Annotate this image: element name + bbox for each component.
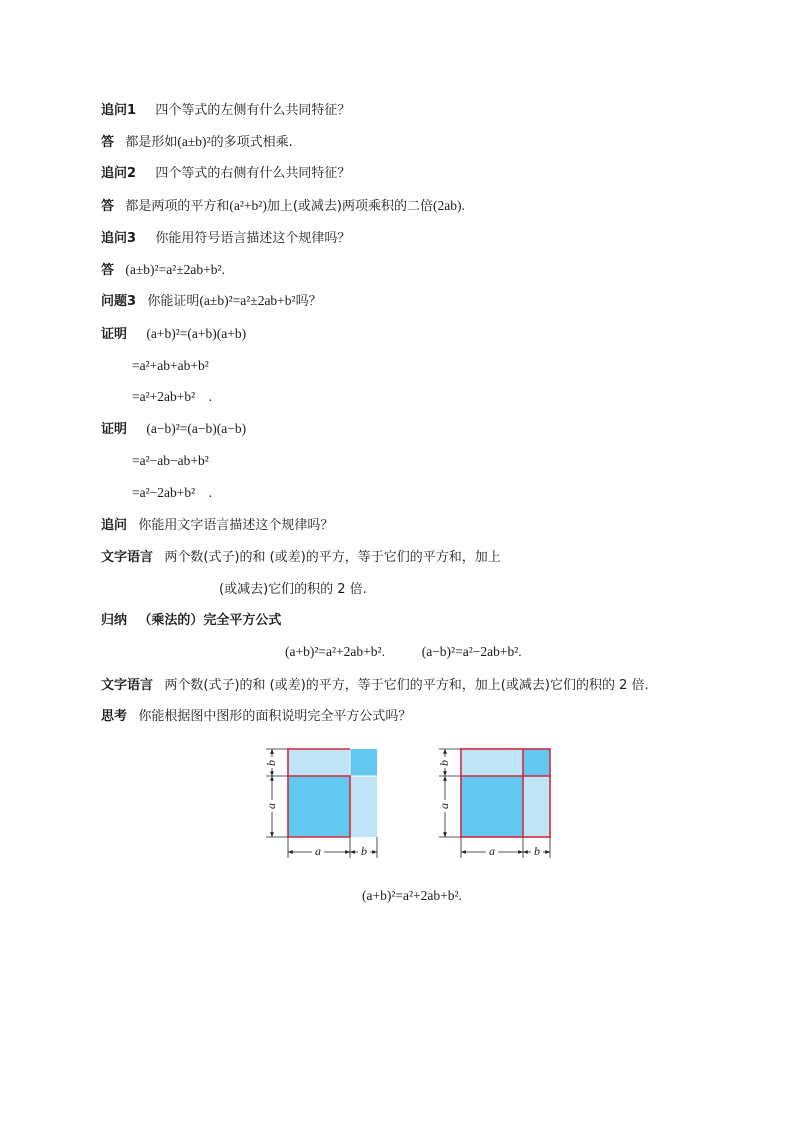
label: 追问3: [101, 231, 137, 246]
proof-2-line-3: [132, 484, 212, 502]
text: 吗？: [295, 294, 322, 309]
square-a-a: [461, 776, 523, 837]
proof-2-line-2: [132, 452, 209, 470]
text: 两个数(式子)的和 (或差)的平方，等于它们的平方和，加上: [164, 550, 501, 565]
label: 追问: [101, 518, 128, 533]
verbal-statement-2: [101, 676, 649, 695]
label-a-vertical: a: [263, 803, 278, 809]
verbal-statement-1: [101, 548, 501, 567]
question-text: 四个等式的左侧有什么共同特征？: [155, 103, 351, 118]
formula: =a²−2ab+b² .: [132, 485, 213, 500]
proof-1-line-1: [101, 325, 246, 344]
label: 追问1: [101, 103, 137, 118]
text: 都是形如: [125, 135, 178, 150]
formula: (a±b)²: [177, 134, 211, 149]
formula: (a−b)²=(a−b)(a−b): [146, 421, 247, 436]
question-text: 四个等式的右侧有什么共同特征？: [155, 166, 351, 181]
proof-1-line-3: [132, 388, 212, 406]
summary-formulas: [285, 643, 522, 661]
text: 两个数(式子)的和 (或差)的平方，等于它们的平方和，加上(或减去)它们的积的 2 倍.: [164, 678, 649, 693]
formula: =a²+2ab+b² .: [132, 389, 213, 404]
question-text: 你能用文字语言描述这个规律吗？: [138, 518, 334, 533]
proof-2-line-1: [101, 420, 246, 439]
question-line-4: [101, 516, 333, 535]
label: 证明: [101, 422, 128, 437]
formula: (a+b)²=(a+b)(a+b): [146, 326, 247, 341]
summary-heading: [101, 611, 281, 630]
rect-a-b-top: [461, 749, 523, 776]
label-b-vertical: b: [436, 760, 451, 766]
label: 答: [101, 199, 115, 214]
formula: (a±b)²=a²±2ab+b²: [199, 293, 296, 308]
formula-sum: (a+b)²=a²+2ab+b².: [285, 644, 385, 659]
label: 文字语言: [101, 678, 154, 693]
square-b-b: [350, 749, 377, 776]
formula: =a²−ab−ab+b²: [132, 453, 209, 468]
formula: (a±b)²=a²±2ab+b².: [125, 262, 225, 277]
label: 答: [101, 263, 115, 278]
rect-b-a-right: [350, 776, 377, 837]
label-a-horizontal: a: [489, 843, 495, 858]
summary-text: （乘法的）完全平方公式: [138, 613, 282, 628]
text: 你能证明: [147, 294, 200, 309]
label-a-horizontal: a: [315, 843, 321, 858]
square-b-b: [523, 749, 550, 776]
square-a-a: [288, 776, 350, 837]
question-line-3: [101, 229, 350, 248]
verbal-statement-1-cont: [219, 580, 367, 599]
formula: (2ab).: [433, 198, 465, 213]
question-line-2: [101, 164, 350, 183]
label: 思考: [101, 709, 128, 724]
answer-line-2: [101, 197, 465, 216]
formula: (a²+b²): [229, 198, 267, 213]
label-b-vertical: b: [263, 760, 278, 766]
label-a-vertical: a: [436, 803, 451, 809]
answer-line-3: [101, 261, 225, 280]
problem-line-3: [101, 292, 322, 311]
text: 的多项式相乘.: [210, 135, 293, 150]
figure-right: [437, 749, 550, 858]
proof-1-line-2: [132, 357, 209, 375]
caption-formula: (a+b)²=a²+2ab+b².: [362, 888, 462, 903]
figure-area-diagrams: [0, 740, 794, 880]
label: 问题3: [101, 294, 137, 309]
label: 归纳: [101, 613, 128, 628]
rect-b-a-right: [523, 776, 550, 837]
label: 追问2: [101, 166, 137, 181]
formula-diff: (a−b)²=a²−2ab+b².: [421, 644, 522, 659]
label: 证明: [101, 327, 128, 342]
answer-line-1: [101, 133, 293, 152]
question-text: 你能用符号语言描述这个规律吗？: [155, 231, 351, 246]
figure-caption: [362, 887, 462, 905]
text: (或减去)它们的积的 2 倍.: [219, 582, 367, 597]
label: 文字语言: [101, 550, 154, 565]
figure-left: [264, 749, 377, 858]
label-b-horizontal: b: [361, 843, 367, 858]
text: 都是两项的平方和: [125, 199, 230, 214]
formula: =a²+ab+ab+b²: [132, 358, 209, 373]
rect-a-b-top: [288, 749, 350, 776]
text: 加上(或减去)两项乘积的二倍: [266, 199, 434, 214]
question-line-1: [101, 101, 350, 120]
label-b-horizontal: b: [534, 843, 540, 858]
text: 你能根据图中图形的面积说明完全平方公式吗？: [138, 709, 412, 724]
think-line: [101, 707, 411, 726]
label: 答: [101, 135, 115, 150]
